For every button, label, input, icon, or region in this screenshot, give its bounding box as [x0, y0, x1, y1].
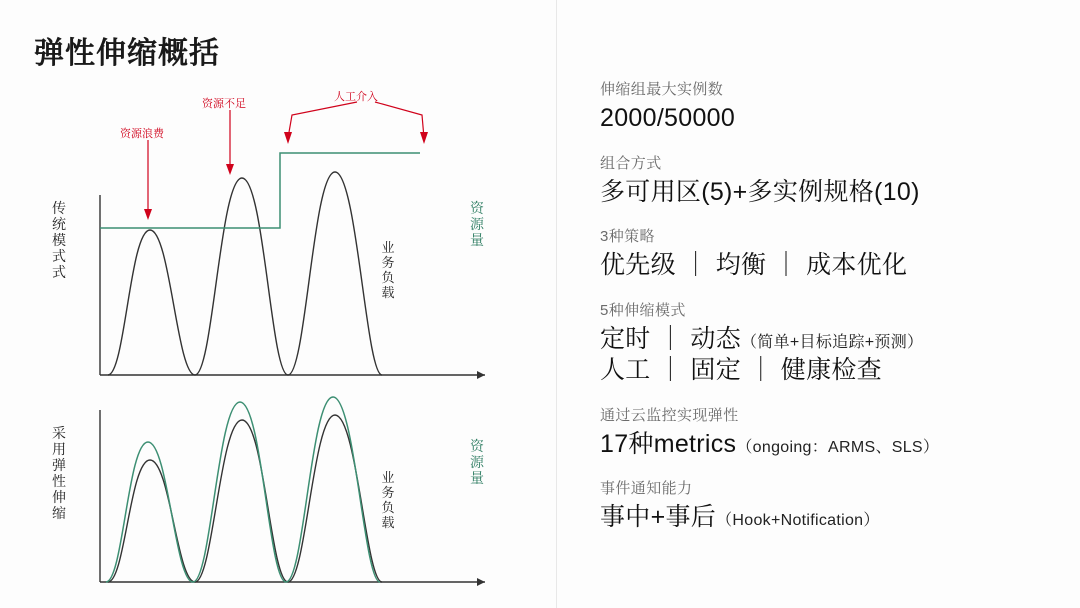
feature-caption: 事件通知能力 [600, 480, 693, 497]
feature-caption: 伸缩组最大实例数 [600, 81, 724, 98]
top-workload-curve [108, 172, 382, 375]
diagram-svg [30, 70, 550, 600]
feature-list [600, 78, 1060, 551]
feature-value: 优先级 ｜ 均衡 ｜ 成本优化 [600, 251, 908, 279]
insufficient-arrow-head [226, 164, 234, 175]
feature-caption: 3种策略 [600, 228, 655, 245]
feature-value: 2000/50000 [600, 104, 736, 132]
feature-caption: 5种伸缩模式 [600, 301, 686, 319]
feature-value-extra: （简单+目标追踪+预测） [741, 333, 924, 351]
feature-caption: 组合方式 [600, 154, 662, 172]
axis-label-traditional: 传统模式式 [52, 200, 66, 280]
top-x-arrow [477, 371, 485, 379]
feature-value-row [600, 502, 1060, 534]
bottom-workload-curve [108, 415, 382, 582]
feature-value-secondary: 人工 ｜ 固定 ｜ 健康检查 [600, 356, 882, 384]
vertical-divider [556, 0, 557, 608]
feature-value-extra: （Hook+Notification） [716, 512, 880, 529]
feature-value: 定时 ｜ 动态 [600, 324, 741, 353]
feature-value-extra: （ongoing：ARMS、SLS） [736, 438, 940, 456]
feature-value: 多可用区(5)+多实例规格(10) [600, 177, 920, 206]
manual-arrow-head-left [284, 132, 292, 144]
waste-arrow-head [144, 209, 152, 220]
manual-bracket-left [288, 102, 357, 138]
annotation-insufficient: 资源不足 [202, 98, 246, 110]
feature-value: 事中+事后 [600, 503, 717, 531]
feature-item-cloud-monitor [600, 404, 1060, 461]
annotation-waste: 资源浪费 [120, 128, 164, 140]
feature-caption: 通过云监控实现弹性 [600, 406, 739, 424]
page-title: 弹性伸缩概括 [34, 37, 220, 70]
elasticity-diagram [30, 70, 550, 600]
feature-item-strategies [600, 225, 1060, 282]
bottom-x-arrow [477, 578, 485, 586]
label-workload-top: 业务负载 [381, 240, 395, 300]
label-workload-bottom: 业务负载 [381, 470, 395, 530]
feature-value-row [600, 324, 1060, 356]
manual-bracket-right [375, 102, 424, 138]
axis-label-resource-top: 资源量 [470, 200, 484, 248]
annotation-manual: 人工介入 [334, 91, 378, 103]
feature-item-max-instances [600, 78, 1060, 135]
feature-value-row [600, 429, 1060, 461]
feature-item-combination [600, 152, 1060, 209]
axis-label-resource-bottom: 资源量 [470, 438, 484, 486]
feature-item-scaling-modes [600, 299, 1060, 387]
feature-value: 17种metrics [600, 429, 737, 458]
manual-arrow-head-right [420, 132, 428, 144]
axis-label-elastic: 采用弹性伸缩 [52, 425, 66, 521]
bottom-resource-curve [106, 397, 380, 582]
feature-item-event-notification [600, 477, 1060, 534]
